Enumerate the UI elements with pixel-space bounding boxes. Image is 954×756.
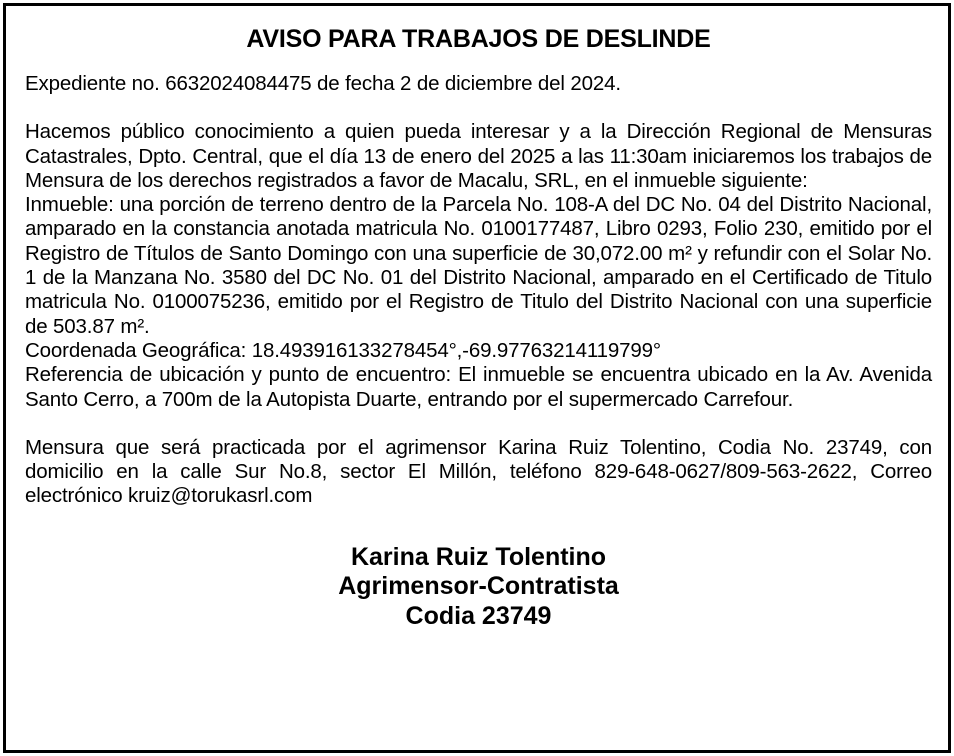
- notice-content: [25, 24, 932, 631]
- coordenada-line: Coordenada Geográfica: 18.493916133278454°,-69.97763214119799°: [25, 338, 661, 362]
- signature-codia: Codia 23749: [405, 601, 552, 630]
- referencia-paragraph: Referencia de ubicación y punto de encuentro: El inmueble se encuentra ubicado en la Av. Avenida Santo Cerro, a 700m de la Autopista Duarte, entrando por el supermercado Carrefour.: [25, 363, 932, 411]
- signature-block: [25, 543, 932, 632]
- body-section: [25, 120, 932, 412]
- notice-border: [3, 3, 951, 753]
- inmueble-paragraph: Inmueble: una porción de terreno dentro de la Parcela No. 108-A del DC No. 04 del Distrito Nacional, amparado en la constancia anotada matricula No. 0100177487, Libro 0293, Folio 230, emitido por el Registro de Títulos de Santo Domingo con una superficie de 30,072.00 m² y refundir con el Solar No. 1 de la Manzana No. 3580 del DC No. 01 del Distrito Nacional, amparado en el Certificado de Titulo matricula No. 0100075236, emitido por el Registro de Titulo del Distrito Nacional con una superficie de 503.87 m².: [25, 193, 932, 338]
- expediente-line: Expediente no. 6632024084475 de fecha 2 de diciembre del 2024.: [25, 72, 621, 95]
- notice-title: AVISO PARA TRABAJOS DE DESLINDE: [246, 25, 711, 53]
- intro-paragraph: Hacemos público conocimiento a quien pueda interesar y a la Dirección Regional de Mensuras Catastrales, Dpto. Central, que el día 13 de enero del 2025 a las 11:30am iniciaremos los trabajos de Mensura de los derechos registrados a favor de Macalu, SRL, en el inmueble siguiente:: [25, 120, 932, 192]
- signature-name: Karina Ruiz Tolentino: [350, 542, 607, 571]
- mensura-paragraph: Mensura que será practicada por el agrimensor Karina Ruiz Tolentino, Codia No. 23749, con domicilio en la calle Sur No.8, sector El Millón, teléfono 829-648-0627/809-563-2622, Correo electrónico kruiz@torukasrl.com: [25, 435, 932, 508]
- signature-role: Agrimensor-Contratista: [338, 572, 619, 601]
